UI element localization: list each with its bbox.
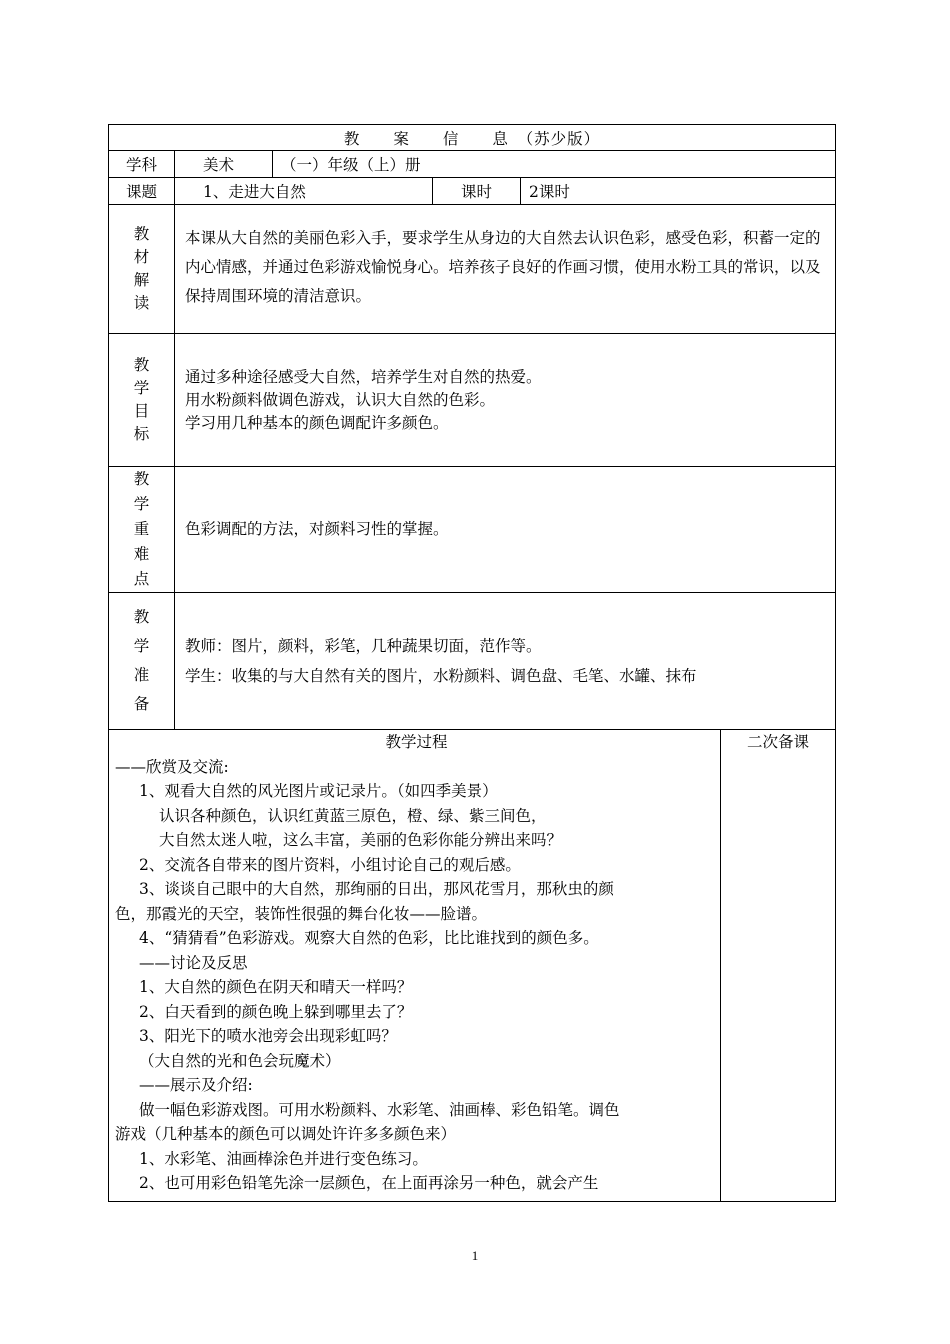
- backup-heading: 二次备课: [747, 733, 810, 751]
- process-line: 1、水彩笔、油画棒涂色并进行变色练习。: [139, 1149, 428, 1168]
- goals-text: 通过多种途径感受大自然，培养学生对自然的热爱。 用水粉颜料做调色游戏，认识大自然的色彩。 学习用几种基本的颜色调配许多颜色。: [175, 334, 836, 467]
- subject-value: 美术: [175, 151, 273, 178]
- process-line: （大自然的光和色会玩魔术）: [139, 1051, 341, 1070]
- process-line: ——讨论及反思: [139, 953, 248, 972]
- process-line: 3、谈谈自己眼中的大自然，那绚丽的日出，那风花雪月，那秋虫的颜: [139, 880, 614, 898]
- process-line: 2、交流各自带来的图片资料，小组讨论自己的观后感。: [139, 855, 521, 874]
- process-line: 4、“猜猜看”色彩游戏。观察大自然的色彩，比比谁找到的颜色多。: [139, 929, 599, 947]
- process-heading: 教学过程: [385, 733, 448, 751]
- process-line: 1、大自然的颜色在阴天和晴天一样吗？: [139, 978, 413, 996]
- preparation-row: [109, 593, 836, 730]
- subject-label: 学科: [109, 151, 175, 178]
- process-line: 大自然太迷人啦，这么丰富，美丽的色彩你能分辨出来吗？: [159, 831, 563, 849]
- process-line: 游戏（几种基本的颜色可以调处许许多多颜色来）: [115, 1125, 457, 1143]
- process-cell: [109, 730, 721, 1202]
- page-number: 1: [471, 1248, 479, 1263]
- lesson-plan-table: [108, 124, 836, 1202]
- process-line: 3、阳光下的喷水池旁会出现彩虹吗？: [139, 1027, 397, 1045]
- topic-row: [109, 178, 836, 205]
- backup-cell: [721, 730, 836, 1202]
- key-points-row: [109, 467, 836, 593]
- grade-value: （一）年级（上）册: [273, 151, 836, 178]
- subject-row: [109, 151, 836, 178]
- key-points-text: 色彩调配的方法，对颜料习性的掌握。: [175, 467, 836, 593]
- process-line: 2、也可用彩色铅笔先涂一层颜色，在上面再涂另一种色，就会产生: [139, 1174, 599, 1192]
- process-line: ——欣赏及交流:: [115, 757, 229, 776]
- material-text: 本课从大自然的美丽色彩入手，要求学生从身边的大自然去认识色彩，感受色彩，积蓄一定的内心情感，并通过色彩游戏愉悦身心。培养孩子良好的作画习惯，使用水粉工具的常识，以及保持周围环境的清洁意识。: [175, 205, 836, 334]
- process-row: [109, 730, 836, 1202]
- material-row: [109, 205, 836, 334]
- preparation-text: 教师：图片，颜料，彩笔，几种蔬果切面，范作等。 学生：收集的与大自然有关的图片，水粉颜料、调色盘、毛笔、水罐、抹布: [175, 593, 836, 730]
- process-line: 认识各种颜色，认识红黄蓝三原色，橙、绿、紫三间色，: [159, 806, 547, 825]
- process-line: 2、白天看到的颜色晚上躲到哪里去了？: [139, 1002, 413, 1021]
- hours-value: 2课时: [521, 178, 836, 205]
- material-label: 教 材 解 读: [109, 205, 175, 334]
- preparation-label: 教 学 准 备: [109, 593, 175, 730]
- process-line: ——展示及介绍:: [139, 1076, 253, 1094]
- key-points-label: 教 学 重 难 点: [109, 467, 175, 593]
- process-line: 1、观看大自然的风光图片或记录片。（如四季美景）: [139, 782, 498, 800]
- hours-label: 课时: [433, 178, 521, 205]
- goals-label: 教 学 目 标: [109, 334, 175, 467]
- topic-label: 课题: [109, 178, 175, 205]
- process-line: 做一幅色彩游戏图。可用水粉颜料、水彩笔、油画棒、彩色铅笔。调色: [139, 1100, 620, 1119]
- goals-row: [109, 334, 836, 467]
- process-line: 色，那霞光的天空，装饰性很强的舞台化妆——脸谱。: [115, 904, 488, 923]
- topic-value: 1、走进大自然: [175, 178, 433, 205]
- table-title: 教 案 信 息 （苏少版）: [109, 125, 836, 151]
- process-lines: [115, 755, 718, 1196]
